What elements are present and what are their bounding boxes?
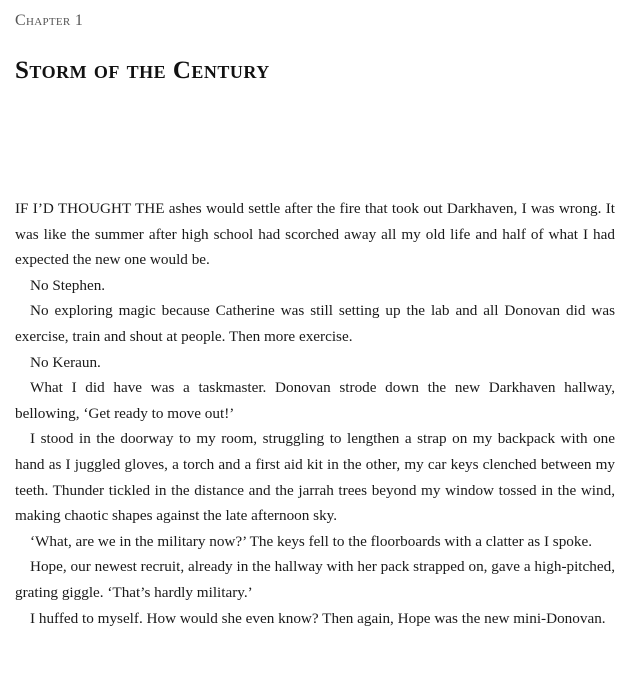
chapter-body [15, 196, 615, 631]
paragraph: No Keraun. [30, 353, 101, 371]
paragraph: I huffed to myself. How would she even know? Then again, Hope was the new mini-Donovan. [30, 609, 606, 627]
paragraph-opening: IF I’D THOUGHT THE ashes would settle after the fire that took out Darkhaven, I was wrong. It was like the summer after high school had scorched away all my old life and half of what I had expected the new one would be. [15, 200, 615, 269]
chapter-title: Storm of the Century [15, 57, 270, 84]
paragraph: No exploring magic because Catherine was still setting up the lab and all Donovan did was exercise, train and shout at people. Then more exercise. [15, 302, 615, 345]
paragraph: What I did have was a taskmaster. Donovan strode down the new Darkhaven hallway, bellowing, ‘Get ready to move out!’ [15, 379, 615, 422]
paragraph: Hope, our newest recruit, already in the hallway with her pack strapped on, gave a high-pitched, grating giggle. ‘That’s hardly military.’ [15, 558, 615, 601]
paragraph: I stood in the doorway to my room, struggling to lengthen a strap on my backpack with one hand as I juggled gloves, a torch and a first aid kit in the other, my car keys clenched between my teeth. Thunder tickled in the distance and the jarrah trees beyond my window tossed in the wind, making chaotic shapes against the late afternoon sky. [15, 430, 615, 525]
paragraph: No Stephen. [30, 276, 106, 294]
paragraph: ‘What, are we in the military now?’ The keys fell to the floorboards with a clatter as I spoke. [30, 532, 593, 550]
chapter-label: Chapter 1 [15, 12, 84, 29]
